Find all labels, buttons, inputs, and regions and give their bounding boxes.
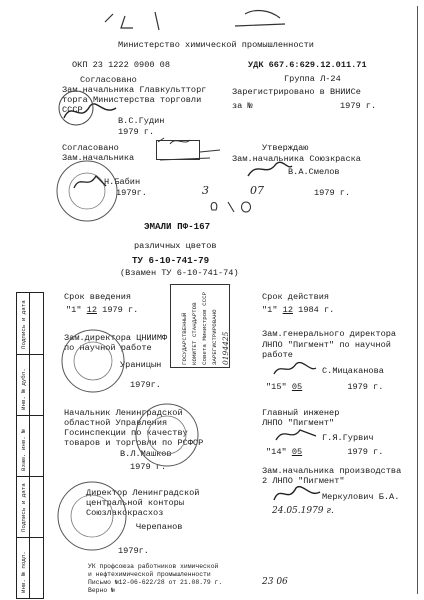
rb2-year: 1979 г. xyxy=(347,382,384,392)
lb2-year: 1979г. xyxy=(116,188,147,198)
sidebar-label-5: Инв. № подл. xyxy=(20,551,27,593)
signature-babin xyxy=(70,168,110,196)
rb3-month: 05 xyxy=(291,447,303,457)
rb2-day: 15 xyxy=(271,382,282,392)
lb1-position-3: СССР xyxy=(62,105,83,115)
lb5-year: 1979г. xyxy=(118,546,149,556)
valid-date: "1" 12 1984 г. xyxy=(262,305,335,315)
footer-line-3: Письмо №12-06-622/28 от 21.08.79 г. xyxy=(88,579,223,586)
intro-year: 1979 г. xyxy=(102,305,139,315)
agreed-label-1: Согласовано xyxy=(80,75,137,85)
lb1-year: 1979 г. xyxy=(118,127,155,137)
lb4-position-4: товаров и торговли по РСФСР xyxy=(64,438,204,448)
product-title: ЭМАЛИ ПФ-167 xyxy=(144,221,211,232)
lb4-year: 1979 г. xyxy=(130,462,167,472)
left-sidebar-table xyxy=(16,292,44,599)
udk-code: УДК 667.6:629.12.011.71 xyxy=(248,60,367,70)
stamp-line-4: ЗАРЕГИСТРИРОВАНО xyxy=(211,309,218,365)
intro-date-label: Срок введения xyxy=(64,292,132,302)
valid-day: 1 xyxy=(267,305,273,315)
sidebar-label-2: Инв. № дубл. xyxy=(20,368,27,410)
lb5-signer: Черепанов xyxy=(136,522,183,532)
footer-line-1: УК профсоюза работников химической xyxy=(88,563,219,570)
lb4-position-1: Начальник Ленинградской xyxy=(64,408,183,418)
group-code: Группа Л-24 xyxy=(284,74,341,84)
rb4-signer: Меркулович Б.А. xyxy=(322,492,400,502)
sidebar-row-divider xyxy=(17,354,43,355)
rb3-date: "14" 05 1979 г. xyxy=(266,447,384,457)
center-handwriting xyxy=(150,132,230,168)
valid-year: 1984 г. xyxy=(298,305,335,315)
round-stamp-3 xyxy=(58,326,128,396)
tu-replaces: (Взамен ТУ 6-10-741-74) xyxy=(120,268,239,278)
sidebar-label-1: Подпись и дата xyxy=(20,300,27,349)
sidebar-row-divider xyxy=(17,476,43,477)
lb4-position-2: областной Управления xyxy=(64,418,168,428)
lb2-position: Зам.начальника xyxy=(62,153,135,163)
lb1-signer: В.С.Гудин xyxy=(118,116,165,126)
intro-day: 1 xyxy=(71,305,77,315)
lb2-signer: Н.Бабин xyxy=(104,177,141,187)
rb3-position-1: Главный инженер xyxy=(262,408,340,418)
footer-line-4: Верно № xyxy=(88,587,115,594)
lb3-signer: Ураницын xyxy=(120,360,162,370)
lb3-position-1: Зам.директора ЦНИИМФ xyxy=(64,333,168,343)
lb4-position-3: Госинспекции по качеству xyxy=(64,428,188,438)
handwritten-6-87 xyxy=(206,196,266,216)
rb2-date: "15" 05 1979 г. xyxy=(266,382,384,392)
agreed-label-2: Согласовано xyxy=(62,143,119,153)
lb1-position-1: Зам.начальника Главкультторг xyxy=(62,85,207,95)
reg-year: 1979 г. xyxy=(340,101,377,111)
sidebar-row-divider xyxy=(17,415,43,416)
rb1-position: Зам.начальника Союзкраска xyxy=(232,154,361,164)
right-border-line xyxy=(417,6,418,594)
signature-gurvich xyxy=(272,424,322,446)
rb1-date-day: 3 xyxy=(202,184,209,197)
tu-code: ТУ 6-10-741-79 xyxy=(132,255,210,266)
signature-smelov xyxy=(244,158,294,182)
rb3-position-2: ЛНПО "Пигмент" xyxy=(262,418,335,428)
round-stamp-4 xyxy=(132,400,202,470)
sidebar-label-3: Взам. инв. № xyxy=(20,429,27,471)
rb2-signer: С.Мицаканова xyxy=(322,366,384,376)
lb3-year: 1979г. xyxy=(130,380,161,390)
lb4-signer: В.Л.Машков xyxy=(120,449,172,459)
sidebar-label-4: Подпись и дата xyxy=(20,483,27,532)
lb5-position-2: центральной конторы xyxy=(86,498,184,508)
reg-number-label: за № xyxy=(232,101,253,111)
rb2-position-2: ЛНПО "Пигмент" по научной xyxy=(262,340,391,350)
rb3-year: 1979 г. xyxy=(347,447,384,457)
rb4-position-2: 2 ЛНПО "Пигмент" xyxy=(262,476,345,486)
sidebar-column-divider xyxy=(29,293,30,598)
rb1-date-month: 07 xyxy=(250,184,264,197)
registered-label: Зарегистрировано в ВНИИСе xyxy=(232,87,361,97)
lb5-position-3: Союзлакокрасхоз xyxy=(86,508,164,518)
rb2-position-1: Зам.генерального директора xyxy=(262,329,397,339)
lb5-position-1: Директор Ленинградской xyxy=(86,488,200,498)
rb2-month: 05 xyxy=(291,382,303,392)
intro-month: 12 xyxy=(86,305,97,315)
ministry-title: Министерство химической промышленности xyxy=(118,40,314,50)
stamp-line-1: ГОСУДАРСТВЕННЫЙ xyxy=(181,312,188,365)
lb1-position-2: торга Министерства торговли xyxy=(62,95,202,105)
stamp-number: 0194425 xyxy=(221,331,230,365)
signature-mitsakanova xyxy=(270,358,320,380)
okp-code: ОКП 23 1222 0900 08 xyxy=(72,60,170,70)
footer-line-2: и нефтехимической промышленности xyxy=(88,571,211,578)
signature-merkulovich xyxy=(270,482,324,506)
round-stamp-5 xyxy=(54,478,130,554)
rb1-signer: В.А.Смелов xyxy=(288,167,340,177)
rb2-position-3: работе xyxy=(262,350,293,360)
top-handwriting xyxy=(95,6,295,36)
registration-stamp xyxy=(170,284,230,368)
valid-month: 12 xyxy=(282,305,293,315)
rb4-date: 24.05.1979 г. xyxy=(272,506,334,516)
sidebar-row-divider xyxy=(17,537,43,538)
stamp-line-2: КОМИТЕТ СТАНДАРТОВ xyxy=(191,302,198,365)
rb3-day: 14 xyxy=(271,447,282,457)
rb3-signer: Г.Я.Гурвич xyxy=(322,433,374,443)
approved-label: Утверждаю xyxy=(262,143,309,153)
rb1-year: 1979 г. xyxy=(314,188,351,198)
rb4-position-1: Зам.начальника производства xyxy=(262,466,402,476)
round-stamp-1 xyxy=(56,88,96,128)
lb3-position-2: по научной работе xyxy=(64,343,152,353)
valid-date-label: Срок действия xyxy=(262,292,330,302)
intro-date: "1" 12 1979 г. xyxy=(66,305,139,315)
bottom-number: 23 06 xyxy=(262,577,288,587)
stamp-line-3: Совета Министров СССР xyxy=(201,291,208,365)
product-subtitle: различных цветов xyxy=(134,241,217,251)
